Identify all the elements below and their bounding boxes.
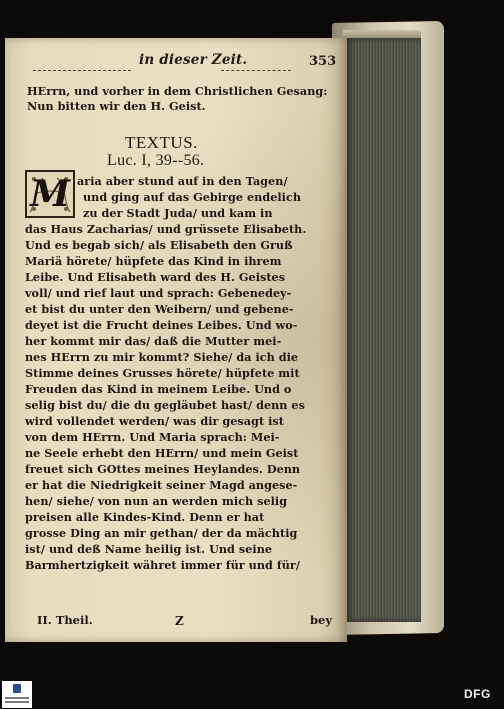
text-line: et bist du unter den Weibern/ und gebene- — [25, 302, 294, 316]
text-line: er hat die Niedrigkeit seiner Magd angese- — [25, 478, 298, 492]
text-line: und ging auf das Gebirge endelich — [83, 190, 302, 204]
page-block-edges — [343, 38, 421, 622]
intro-line-2: Nun bitten wir den H. Geist. — [27, 99, 206, 113]
intro-line-1: HErrn, und vorher in dem Christlichen Gesang: — [27, 84, 328, 98]
catchword: bey — [310, 613, 333, 627]
text-line: hen/ siehe/ von nun an werden mich selig — [25, 494, 288, 508]
text-line: Und es begab sich/ als Elisabeth den Gruß — [25, 238, 293, 252]
text-line: her kommt mir das/ daß die Mutter mei- — [25, 334, 282, 348]
text-line: freuet sich GOttes meines Heylandes. Denn — [25, 462, 301, 476]
text-line: aria aber stund auf in den Tagen/ — [77, 174, 288, 188]
text-line: preisen alle Kindes-Kind. Denn er hat — [25, 510, 265, 524]
running-head: in dieser Zeit. — [139, 52, 248, 68]
textus-heading: TEXTUS. — [125, 133, 198, 152]
drop-cap-letter: M — [30, 173, 70, 215]
ornamental-initial — [25, 170, 75, 218]
text-line: ist/ und deß Name heilig ist. Und seine — [25, 542, 273, 556]
printed-page — [5, 38, 347, 642]
text-line: von dem HErrn. Und Maria sprach: Mei- — [25, 430, 280, 444]
text-line: ne Seele erhebt den HErrn/ und mein Geist — [25, 446, 299, 460]
signature-mark: Z — [175, 614, 184, 628]
text-line: wird vollendet werden/ was dir gesagt ist — [25, 414, 284, 428]
page-header — [23, 46, 337, 72]
text-line: nes HErrn zu mir kommt? Siehe/ da ich die — [25, 350, 299, 364]
text-line: Leibe. Und Elisabeth ward des H. Geistes — [25, 270, 286, 284]
scripture-citation: Luc. I, 39--56. — [107, 152, 205, 169]
logo-line — [5, 701, 29, 703]
text-line: Freuden das Kind in meinem Leibe. Und o — [25, 382, 292, 396]
text-line: selig bist du/ die du gegläubet hast/ denn es — [25, 398, 305, 412]
header-rule-right — [221, 70, 291, 71]
page-number: 353 — [309, 54, 337, 69]
viewer-footer-bar — [0, 681, 504, 709]
volume-part-label: II. Theil. — [37, 613, 93, 627]
text-line: grosse Ding an mir gethan/ der da mächtig — [25, 526, 298, 540]
text-line: Stimme deines Grusses hörete/ hüpfete mit — [25, 366, 300, 380]
logo-mark — [13, 684, 21, 693]
text-line: deyet ist die Frucht deines Leibes. Und wo- — [25, 318, 298, 332]
text-line: das Haus Zacharias/ und grüssete Elisabeth. — [25, 222, 307, 236]
text-line: Barmhertzigkeit währet immer für und für/ — [25, 558, 300, 572]
logo-line — [5, 697, 29, 699]
library-logo-icon — [2, 681, 32, 708]
text-line: zu der Stadt Juda/ und kam in — [83, 206, 273, 220]
text-line: Mariä hörete/ hüpfete das Kind in ihrem — [25, 254, 282, 268]
dfg-logo: DFG — [464, 687, 491, 701]
text-line: voll/ und rief laut und sprach: Gebenedey- — [25, 286, 292, 300]
header-rule-left — [33, 70, 131, 71]
